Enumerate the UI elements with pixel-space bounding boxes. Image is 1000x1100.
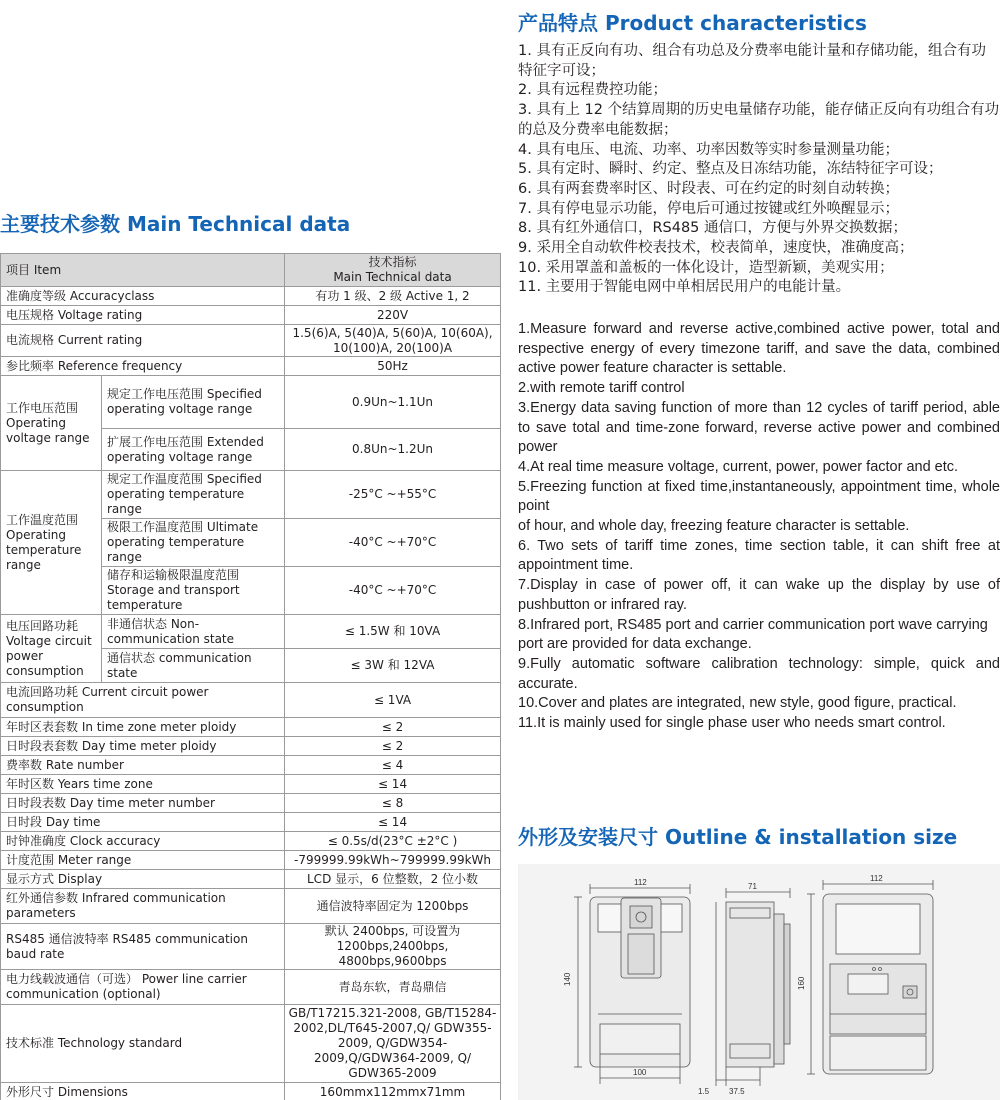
list-item: 7. 具有停电显示功能，停电后可通过按键或红外唤醒显示；: [518, 200, 899, 217]
row-label: 电流回路功耗 Current circuit power consumption: [1, 683, 285, 718]
row-value: -40°C ~+70°C: [285, 519, 501, 567]
list-item: 2. 具有远程费控功能；: [518, 82, 667, 99]
table-header-row: [1, 254, 501, 287]
row-label: 参比频率 Reference frequency: [1, 357, 285, 376]
features-list-en: [518, 320, 1000, 734]
list-item: 8. 具有红外通信口，RS485 通信口，方便与外界交换数据；: [518, 220, 908, 237]
row-label: 电流规格 Current rating: [1, 325, 285, 357]
row-label: 通信状态 communication state: [102, 649, 285, 683]
back-width-label: 112: [870, 874, 883, 883]
group-label: 工作温度范围 Operating temperature range: [1, 471, 102, 615]
side-view: [716, 888, 790, 1086]
row-label: 规定工作温度范围 Specified operating temperature range: [102, 471, 285, 519]
table-row: [1, 775, 501, 794]
list-item: 5.Freezing function at fixed time,instantaneously, appointment time, whole point: [518, 478, 1000, 515]
row-label: 储存和运输极限温度范围 Storage and transport temperature: [102, 567, 285, 615]
row-label: 电力线载波通信（可选） Power line carrier communication (optional): [1, 970, 285, 1005]
row-label: 年时区表套数 In time zone meter ploidy: [1, 718, 285, 737]
list-item: 1.Measure forward and reverse active,combined active power, total and respective energy of every timezone tariff, and save the data, combined active power feature character is settable.: [518, 321, 1000, 377]
product-characteristics-heading: 产品特点 Product characteristics: [518, 11, 867, 35]
row-value: 青岛东软，青岛鼎信: [285, 970, 501, 1005]
list-item: 1. 具有正反向有功、组合有功总及分费率电能计量和存储功能，组合有功特征字可设；: [518, 43, 986, 79]
list-item: 10. 采用罩盖和盖板的一体化设计，造型新颖，美观实用；: [518, 259, 894, 276]
row-value: ≤ 4: [285, 756, 501, 775]
table-row: [1, 889, 501, 924]
main-technical-data-heading: 主要技术参数 Main Technical data: [0, 212, 351, 236]
table-row: [1, 924, 501, 970]
list-item: 5. 具有定时、瞬时、约定、整点及日冻结功能，冻结特征字可设；: [518, 161, 943, 178]
list-item: 6. 具有两套费率时区、时段表、可在约定的时刻自动转换；: [518, 180, 899, 197]
row-value: -40°C ~+70°C: [285, 567, 501, 615]
row-value: ≤ 0.5s/d(23°C ±2°C ): [285, 832, 501, 851]
side-depth-label: 71: [748, 882, 757, 891]
row-value: ≤ 3W 和 12VA: [285, 649, 501, 683]
row-label: 外形尺寸 Dimensions: [1, 1083, 285, 1100]
row-value: -25°C ~+55°C: [285, 471, 501, 519]
row-label: 红外通信参数 Infrared communication parameters: [1, 889, 285, 924]
row-label: 准确度等级 Accuracyclass: [1, 287, 285, 306]
outline-drawing: [518, 864, 1000, 1100]
front-width-label: 112: [634, 878, 647, 887]
row-value: LCD 显示，6 位整数，2 位小数: [285, 870, 501, 889]
row-value: 50Hz: [285, 357, 501, 376]
dimension-drawing-svg: [518, 864, 1000, 1100]
list-item: 4. 具有电压、电流、功率、功率因数等实时参量测量功能；: [518, 141, 899, 158]
list-item: 11.It is mainly used for single phase user who needs smart control.: [518, 715, 946, 732]
header-value-en: Main Technical data: [333, 270, 452, 284]
table-row: [1, 756, 501, 775]
row-label: 日时段表套数 Day time meter ploidy: [1, 737, 285, 756]
row-value: ≤ 8: [285, 794, 501, 813]
list-item: 11. 主要用于智能电网中单相居民用户的电能计量。: [518, 279, 851, 296]
list-item: 2.with remote tariff control: [518, 380, 685, 397]
row-value: 0.8Un~1.2Un: [285, 429, 501, 471]
row-label: 扩展工作电压范围 Extended operating voltage range: [102, 429, 285, 471]
back-view: [807, 880, 933, 1074]
row-value: 160mmx112mmx71mm: [285, 1083, 501, 1100]
features-list-zh: [518, 42, 1000, 298]
row-label: 费率数 Rate number: [1, 756, 285, 775]
row-value: ≤ 14: [285, 813, 501, 832]
table-row: [1, 471, 501, 519]
table-row: [1, 851, 501, 870]
table-row: [1, 306, 501, 325]
side-offset-b-label: 37.5: [729, 1087, 745, 1096]
list-item: 9. 采用全自动软件校表技术，校表简单，速度快，准确度高；: [518, 240, 914, 257]
group-label: 电压回路功耗 Voltage circuit power consumption: [1, 615, 102, 683]
table-row: [1, 832, 501, 851]
row-value: ≤ 2: [285, 737, 501, 756]
table-row: [1, 718, 501, 737]
outline-installation-heading: 外形及安装尺寸 Outline & installation size: [518, 825, 958, 849]
row-label: 年时区数 Years time zone: [1, 775, 285, 794]
table-row: [1, 357, 501, 376]
row-label: 技术标准 Technology standard: [1, 1005, 285, 1083]
row-label: 非通信状态 Non-communication state: [102, 615, 285, 649]
row-value: 1.5(6)A, 5(40)A, 5(60)A, 10(60A), 10(100)A, 20(100)A: [285, 325, 501, 357]
row-value: 220V: [285, 306, 501, 325]
row-label: 计度范围 Meter range: [1, 851, 285, 870]
list-item: 10.Cover and plates are integrated, new style, good figure, practical.: [518, 695, 957, 712]
list-item: of hour, and whole day, freezing feature character is settable.: [518, 518, 910, 535]
row-label: 日时段表数 Day time meter number: [1, 794, 285, 813]
row-label: 时钟准确度 Clock accuracy: [1, 832, 285, 851]
list-item: 9.Fully automatic software calibration technology: simple, quick and accurate.: [518, 655, 1000, 692]
header-value: [285, 254, 501, 287]
base-width-label: 100: [633, 1068, 647, 1077]
row-label: 日时段 Day time: [1, 813, 285, 832]
group-label: 工作电压范围 Operating voltage range: [1, 376, 102, 471]
list-item: 6. Two sets of tariff time zones, time section table, it can shift free at appointment time.: [518, 537, 1000, 574]
row-value: ≤ 1VA: [285, 683, 501, 718]
list-item: 4.At real time measure voltage, current, power, power factor and etc.: [518, 458, 959, 475]
front-view: [574, 884, 690, 1084]
table-row: [1, 325, 501, 357]
table-row: [1, 1005, 501, 1083]
row-value: ≤ 2: [285, 718, 501, 737]
side-offset-a-label: 1.5: [698, 1087, 710, 1096]
row-label: 显示方式 Display: [1, 870, 285, 889]
table-row: [1, 615, 501, 649]
list-item: port are provided for data exchange.: [518, 636, 752, 653]
header-item: 项目 Item: [1, 254, 285, 287]
list-item: 3.Energy data saving function of more than 12 cycles of tariff period, able to save total and time-zone forward, reverse active power and combined power: [518, 399, 1000, 456]
front-height-label: 140: [563, 972, 572, 986]
back-height-label: 160: [797, 976, 806, 990]
list-item: 3. 具有上 12 个结算周期的历史电量储存功能，能存储正反向有功组合有功的总及分费率电能数据；: [518, 102, 1000, 138]
table-row: [1, 794, 501, 813]
list-item: 8.Infrared port, RS485 port and carrier communication port wave carrying: [518, 616, 988, 633]
table-row: [1, 813, 501, 832]
table-row: [1, 737, 501, 756]
row-label: 电压规格 Voltage rating: [1, 306, 285, 325]
row-label: 规定工作电压范围 Specified operating voltage range: [102, 376, 285, 429]
table-row: [1, 870, 501, 889]
row-value: 默认 2400bps, 可设置为 1200bps,2400bps, 4800bps,9600bps: [285, 924, 501, 970]
row-value: GB/T17215.321-2008, GB/T15284-2002,DL/T645-2007,Q/ GDW355-2009, Q/GDW354-2009,Q/GDW364-2009, Q/ GDW365-2009: [285, 1005, 501, 1083]
row-value: 0.9Un~1.1Un: [285, 376, 501, 429]
row-value: -799999.99kWh~799999.99kWh: [285, 851, 501, 870]
table-row: [1, 970, 501, 1005]
header-value-zh: 技术指标: [368, 255, 417, 269]
row-value: ≤ 14: [285, 775, 501, 794]
spec-table: [0, 253, 501, 1100]
row-value: 有功 1 级、2 级 Active 1, 2: [285, 287, 501, 306]
table-row: [1, 287, 501, 306]
table-row: [1, 683, 501, 718]
row-label: RS485 通信波特率 RS485 communication baud rate: [1, 924, 285, 970]
row-value: ≤ 1.5W 和 10VA: [285, 615, 501, 649]
row-value: 通信波特率固定为 1200bps: [285, 889, 501, 924]
table-row: [1, 376, 501, 429]
table-row: [1, 1083, 501, 1100]
row-label: 极限工作温度范围 Ultimate operating temperature range: [102, 519, 285, 567]
list-item: 7.Display in case of power off, it can wake up the display by use of pushbutton or infrared ray.: [518, 577, 1000, 613]
